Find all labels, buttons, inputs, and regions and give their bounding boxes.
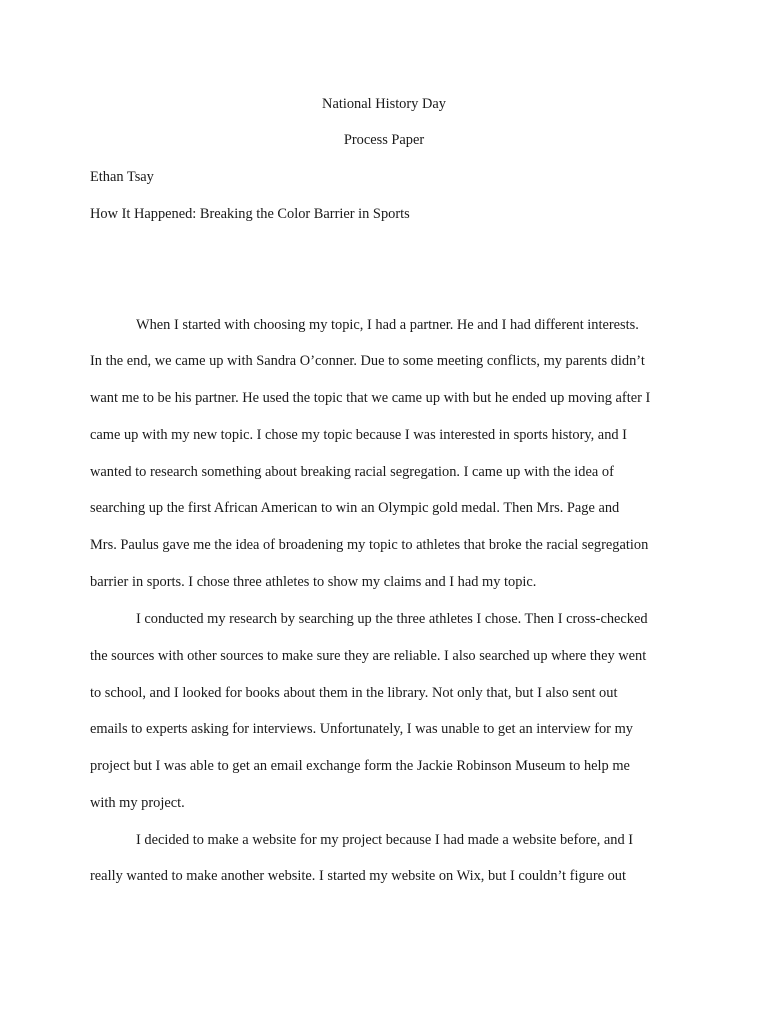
body-line: searching up the first African American to win an Olympic gold medal. Then Mrs. Page and: [90, 500, 620, 516]
body-line: barrier in sports. I chose three athletes to show my claims and I had my topic.: [90, 574, 537, 590]
author-name: Ethan Tsay: [90, 169, 154, 185]
body-line: I decided to make a website for my project because I had made a website before, and I: [136, 832, 634, 848]
body-line: came up with my new topic. I chose my topic because I was interested in sports history, and I: [90, 427, 627, 443]
body-line: the sources with other sources to make sure they are reliable. I also searched up where they went: [90, 648, 647, 664]
project-title: How It Happened: Breaking the Color Barrier in Sports: [90, 206, 410, 222]
body-line: want me to be his partner. He used the topic that we came up with but he ended up moving after I: [90, 390, 651, 406]
body-line: wanted to research something about breaking racial segregation. I came up with the idea of: [90, 464, 614, 480]
body-line: with my project.: [90, 795, 185, 811]
document-title: National History Day: [322, 96, 446, 112]
body-line: emails to experts asking for interviews. Unfortunately, I was unable to get an interview for my: [90, 721, 633, 737]
body-line: When I started with choosing my topic, I had a partner. He and I had different interests.: [136, 317, 639, 333]
body-line: I conducted my research by searching up the three athletes I chose. Then I cross-checked: [136, 611, 648, 627]
document-subtitle: Process Paper: [343, 132, 425, 148]
body-line: to school, and I looked for books about them in the library. Not only that, but I also sent out: [90, 685, 618, 701]
body-line: project but I was able to get an email exchange form the Jackie Robinson Museum to help me: [90, 758, 630, 774]
body-line: In the end, we came up with Sandra O’conner. Due to some meeting conflicts, my parents didn’t: [90, 353, 645, 369]
body-line: Mrs. Paulus gave me the idea of broadening my topic to athletes that broke the racial segregation: [90, 537, 649, 553]
body-line: really wanted to make another website. I started my website on Wix, but I couldn’t figure out: [90, 868, 626, 884]
